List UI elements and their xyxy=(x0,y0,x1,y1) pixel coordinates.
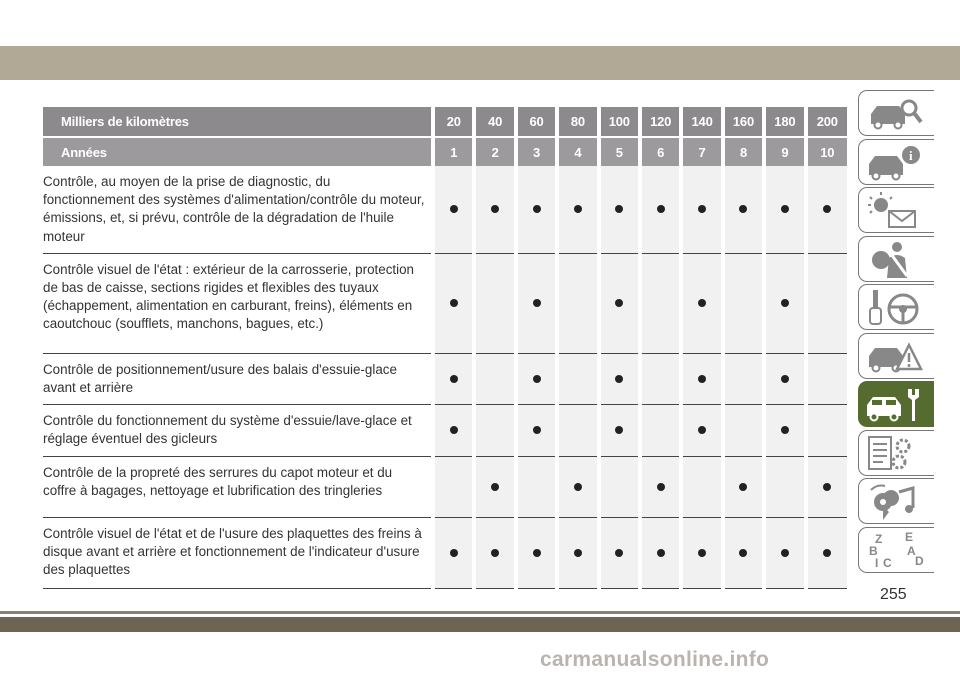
scheduled-mark xyxy=(781,299,789,307)
km-header-cell: 60 xyxy=(516,107,557,137)
interval-cell xyxy=(599,166,640,253)
table-row xyxy=(43,405,847,456)
interval-cell xyxy=(723,353,764,404)
chapter-tab[interactable] xyxy=(858,236,934,282)
interval-cell xyxy=(764,405,805,456)
chapter-tab[interactable] xyxy=(858,381,934,427)
scheduled-mark xyxy=(739,205,747,213)
index-letter: C xyxy=(883,555,892,570)
scheduled-mark xyxy=(450,426,458,434)
interval-cell xyxy=(806,405,847,456)
scheduled-mark xyxy=(533,299,541,307)
chapter-tab[interactable] xyxy=(858,478,934,524)
years-header-row xyxy=(43,137,847,166)
km-header-cell: 100 xyxy=(599,107,640,137)
years-header-label: Années xyxy=(43,137,433,166)
svg-text:i: i xyxy=(909,147,913,163)
interval-cell xyxy=(640,253,681,353)
scheduled-mark xyxy=(533,205,541,213)
interval-cell xyxy=(557,253,598,353)
interval-cell xyxy=(599,353,640,404)
scheduled-mark xyxy=(450,205,458,213)
interval-cell xyxy=(681,353,722,404)
interval-cell xyxy=(516,405,557,456)
bottom-band xyxy=(0,617,960,632)
chapter-tab[interactable] xyxy=(858,284,934,330)
scheduled-mark xyxy=(781,426,789,434)
km-header-cell: 40 xyxy=(474,107,515,137)
year-header-cell: 7 xyxy=(681,137,722,166)
scheduled-mark xyxy=(657,205,665,213)
interval-cell xyxy=(433,353,474,404)
scheduled-mark xyxy=(533,426,541,434)
index-letter: I xyxy=(875,555,879,570)
chapter-tab[interactable] xyxy=(858,90,934,136)
chapter-tab[interactable] xyxy=(858,187,934,233)
interval-cell xyxy=(764,456,805,517)
interval-cell xyxy=(640,353,681,404)
interval-cell xyxy=(433,517,474,588)
km-header-cell: 140 xyxy=(681,107,722,137)
watermark: carmanualsonline.info xyxy=(540,648,770,671)
interval-cell xyxy=(806,166,847,253)
scheduled-mark xyxy=(657,483,665,491)
interval-cell xyxy=(640,456,681,517)
year-header-cell: 8 xyxy=(723,137,764,166)
interval-cell xyxy=(681,253,722,353)
year-header-cell: 9 xyxy=(764,137,805,166)
interval-cell xyxy=(433,456,474,517)
km-header-row xyxy=(43,107,847,137)
scheduled-mark xyxy=(615,205,623,213)
interval-cell xyxy=(474,166,515,253)
interval-cell xyxy=(640,405,681,456)
interval-cell xyxy=(681,166,722,253)
operation-description: Contrôle de la propreté des serrures du capot moteur et du coffre à bagages, nettoyage et lubrification des tringleries xyxy=(43,456,433,517)
scheduled-mark xyxy=(574,549,582,557)
table-row xyxy=(43,517,847,588)
interval-cell xyxy=(806,517,847,588)
scheduled-mark xyxy=(698,375,706,383)
km-header-cell: 120 xyxy=(640,107,681,137)
interval-cell xyxy=(474,517,515,588)
interval-cell xyxy=(474,353,515,404)
scheduled-mark xyxy=(823,549,831,557)
table-row xyxy=(43,166,847,253)
interval-cell xyxy=(806,456,847,517)
interval-cell xyxy=(723,166,764,253)
chapter-tab[interactable] xyxy=(858,333,934,379)
table-body xyxy=(43,166,847,588)
bottom-divider xyxy=(0,611,960,614)
km-header-cell: 180 xyxy=(764,107,805,137)
interval-cell xyxy=(764,517,805,588)
interval-cell xyxy=(557,166,598,253)
interval-cell xyxy=(723,253,764,353)
scheduled-mark xyxy=(615,426,623,434)
scheduled-mark xyxy=(574,483,582,491)
scheduled-mark xyxy=(450,375,458,383)
interval-cell xyxy=(599,517,640,588)
scheduled-mark xyxy=(533,375,541,383)
interval-cell xyxy=(599,253,640,353)
year-header-cell: 5 xyxy=(599,137,640,166)
chapter-tab[interactable] xyxy=(858,430,934,476)
interval-cell xyxy=(557,353,598,404)
scheduled-mark xyxy=(739,549,747,557)
top-band xyxy=(0,46,960,80)
scheduled-mark xyxy=(450,549,458,557)
table-row xyxy=(43,253,847,353)
operation-description: Contrôle visuel de l'état : extérieur de la carrosserie, protection de bas de caisse, sections rigides et flexibles des tuyaux (échappement, alimentation en carburant, freins), éléments en caoutchouc (soufflets, manchons, bagues, etc.) xyxy=(43,253,433,353)
interval-cell xyxy=(681,405,722,456)
km-header-cell: 80 xyxy=(557,107,598,137)
chapter-tab[interactable] xyxy=(858,139,934,185)
interval-cell xyxy=(806,353,847,404)
interval-cell xyxy=(723,517,764,588)
scheduled-mark xyxy=(698,205,706,213)
interval-cell xyxy=(599,456,640,517)
scheduled-mark xyxy=(615,375,623,383)
index-letter: A xyxy=(907,543,916,558)
scheduled-mark xyxy=(615,299,623,307)
scheduled-mark xyxy=(491,549,499,557)
scheduled-mark xyxy=(781,549,789,557)
km-header-label: Milliers de kilomètres xyxy=(43,107,433,137)
interval-cell xyxy=(640,166,681,253)
interval-cell xyxy=(474,456,515,517)
index-letter: Z xyxy=(875,531,883,546)
index-letter: E xyxy=(905,529,914,544)
index-letter: D xyxy=(915,553,924,568)
operation-description: Contrôle du fonctionnement du système d'essuie/lave-glace et réglage éventuel des gicleurs xyxy=(43,405,433,456)
km-header-cell: 160 xyxy=(723,107,764,137)
interval-cell xyxy=(516,456,557,517)
scheduled-mark xyxy=(823,483,831,491)
interval-cell xyxy=(723,456,764,517)
index-letter: B xyxy=(869,543,878,558)
scheduled-mark xyxy=(615,549,623,557)
operation-description: Contrôle de positionnement/usure des balais d'essuie-glace avant et arrière xyxy=(43,353,433,404)
interval-cell xyxy=(433,166,474,253)
table-row xyxy=(43,456,847,517)
maintenance-schedule-table xyxy=(43,107,847,589)
scheduled-mark xyxy=(781,205,789,213)
interval-cell xyxy=(474,405,515,456)
year-header-cell: 6 xyxy=(640,137,681,166)
interval-cell xyxy=(599,405,640,456)
operation-description: Contrôle visuel de l'état et de l'usure des plaquettes des freins à disque avant et arrière et fonctionnement de l'indicateur d'usure des plaquettes xyxy=(43,517,433,588)
interval-cell xyxy=(557,517,598,588)
interval-cell xyxy=(640,517,681,588)
interval-cell xyxy=(681,517,722,588)
year-header-cell: 3 xyxy=(516,137,557,166)
scheduled-mark xyxy=(781,375,789,383)
year-header-cell: 1 xyxy=(433,137,474,166)
interval-cell xyxy=(516,166,557,253)
scheduled-mark xyxy=(823,205,831,213)
year-header-cell: 4 xyxy=(557,137,598,166)
scheduled-mark xyxy=(698,426,706,434)
interval-cell xyxy=(433,253,474,353)
interval-cell xyxy=(764,166,805,253)
interval-cell xyxy=(516,253,557,353)
interval-cell xyxy=(557,405,598,456)
interval-cell xyxy=(516,353,557,404)
scheduled-mark xyxy=(698,549,706,557)
year-header-cell: 2 xyxy=(474,137,515,166)
interval-cell xyxy=(806,253,847,353)
scheduled-mark xyxy=(450,299,458,307)
scheduled-mark xyxy=(739,483,747,491)
interval-cell xyxy=(681,456,722,517)
page-number: 255 xyxy=(880,586,907,603)
scheduled-mark xyxy=(657,549,665,557)
interval-cell xyxy=(474,253,515,353)
km-header-cell: 20 xyxy=(433,107,474,137)
year-header-cell: 10 xyxy=(806,137,847,166)
km-header-cell: 200 xyxy=(806,107,847,137)
interval-cell xyxy=(723,405,764,456)
interval-cell xyxy=(557,456,598,517)
table-row xyxy=(43,353,847,404)
interval-cell xyxy=(433,405,474,456)
interval-cell xyxy=(516,517,557,588)
scheduled-mark xyxy=(491,205,499,213)
interval-cell xyxy=(764,353,805,404)
scheduled-mark xyxy=(533,549,541,557)
scheduled-mark xyxy=(491,483,499,491)
scheduled-mark xyxy=(698,299,706,307)
operation-description: Contrôle, au moyen de la prise de diagnostic, du fonctionnement des systèmes d'alimentation/contrôle du moteur, émissions, et, si prévu, contrôle de la dégradation de l'huile moteur xyxy=(43,166,433,253)
scheduled-mark xyxy=(574,205,582,213)
interval-cell xyxy=(764,253,805,353)
chapter-tab[interactable] xyxy=(858,527,934,573)
